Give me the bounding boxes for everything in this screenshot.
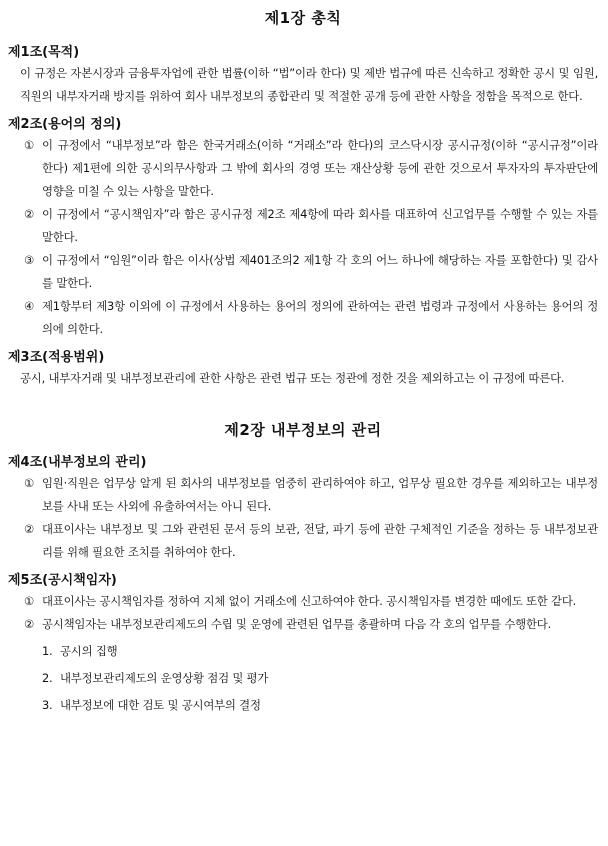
article-5-item-1 — [8, 590, 598, 613]
article-2-item-2 — [8, 203, 598, 249]
item-number: ② — [23, 207, 34, 221]
chapter-2-title: 제2장 내부정보의 관리 — [224, 421, 382, 439]
item-text: 이 규정에서 “내부정보”라 함은 한국거래소(이하 “거래소”라 한다)의 코스닥시장 공시규정(이하 “공시규정”이라 한다) 제1편에 의한 공시의무사항과 그 밖에 회사의 경영 또는 재산상황 등에 관한 것으로서 투자자의 투자판단에 영향을 미칠 수 있는 사항을 말한다. — [42, 138, 598, 198]
item-text: 제1항부터 제3항 이외에 이 규정에서 사용하는 용어의 정의에 관하여는 관련 법령과 규정에서 사용하는 용어의 정의에 의한다. — [42, 299, 598, 336]
article-4-item-1 — [8, 472, 598, 518]
item-number: ② — [23, 617, 34, 631]
sublist-item — [8, 692, 598, 719]
article-2-heading: 제2조(용어의 정의) — [8, 117, 122, 132]
article-3-body: 공시, 내부자거래 및 내부정보관리에 관한 사항은 관련 법규 또는 정관에 정한 것을 제외하고는 이 규정에 따른다. — [20, 371, 565, 385]
sublist-item — [8, 638, 598, 665]
sublist-text: 공시의 집행 — [60, 644, 118, 658]
article-5-heading: 제5조(공시책임자) — [8, 573, 117, 588]
article-3-heading: 제3조(적용범위) — [8, 350, 105, 365]
sublist-number: 2. — [42, 671, 53, 685]
item-number: ① — [23, 594, 34, 608]
article-5-item-2 — [8, 613, 598, 636]
item-number: ① — [23, 476, 34, 490]
item-number: ③ — [23, 253, 34, 267]
item-text: 이 규정에서 “공시책임자”라 함은 공시규정 제2조 제4항에 따라 회사를 대표하여 신고업무를 수행할 수 있는 자를 말한다. — [42, 207, 598, 244]
item-number: ① — [23, 138, 34, 152]
article-2-item-4 — [8, 295, 598, 341]
item-text: 대표이사는 공시책임자를 정하여 지체 없이 거래소에 신고하여야 한다. 공시책임자를 변경한 때에도 또한 같다. — [42, 594, 577, 608]
article-5-sublist — [8, 638, 598, 719]
article-2-item-1 — [8, 134, 598, 203]
article-4-heading: 제4조(내부정보의 관리) — [8, 455, 147, 470]
sublist-number: 3. — [42, 698, 53, 712]
article-1-body: 이 규정은 자본시장과 금융투자업에 관한 법률(이하 “법”이라 한다) 및 제반 법규에 따른 신속하고 정확한 공시 및 임원, 직원의 내부자거래 방지를 위하여 회사 내부정보의 종합관리 및 적절한 공개 등에 관한 사항을 정함을 목적으로 한다. — [20, 66, 598, 103]
item-number: ④ — [23, 299, 34, 313]
item-text: 공시책임자는 내부정보관리제도의 수립 및 운영에 관련된 업무를 총괄하며 다음 각 호의 업무를 수행한다. — [42, 617, 552, 631]
article-1-heading: 제1조(목적) — [8, 45, 80, 60]
article-4-item-2 — [8, 518, 598, 564]
sublist-item — [8, 665, 598, 692]
sublist-text: 내부정보관리제도의 운영상황 점검 및 평가 — [60, 671, 269, 685]
item-text: 대표이사는 내부정보 및 그와 관련된 문서 등의 보관, 전달, 파기 등에 관한 구체적인 기준을 정하는 등 내부정보관리를 위해 필요한 조치를 취하여야 한다. — [42, 522, 598, 559]
item-text: 이 규정에서 “임원”이라 함은 이사(상법 제401조의2 제1항 각 호의 어느 하나에 해당하는 자를 포함한다) 및 감사를 말한다. — [42, 253, 598, 290]
item-text: 임원·직원은 업무상 알게 된 회사의 내부정보를 엄중히 관리하여야 하고, 업무상 필요한 경우를 제외하고는 내부정보를 사내 또는 사외에 유출하여서는 아니 된다. — [42, 476, 598, 513]
sublist-number: 1. — [42, 644, 53, 658]
sublist-text: 내부정보에 대한 검토 및 공시여부의 결정 — [60, 698, 261, 712]
article-2-item-3 — [8, 249, 598, 295]
chapter-1-title: 제1장 총칙 — [264, 9, 342, 27]
item-number: ② — [23, 522, 34, 536]
